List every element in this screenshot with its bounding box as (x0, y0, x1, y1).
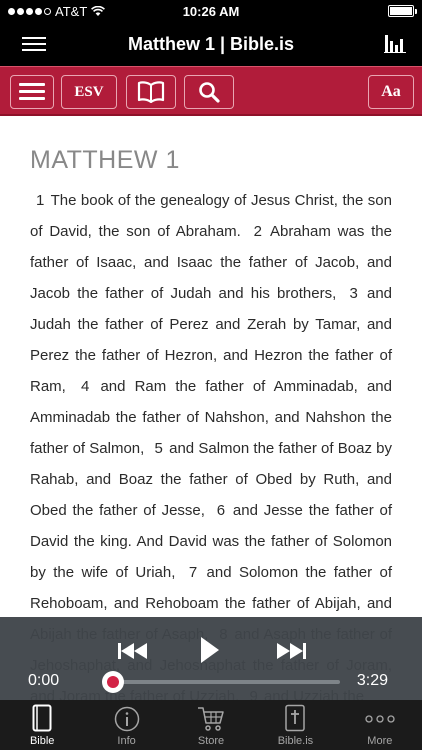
verse-number: 1 (36, 192, 45, 209)
page-title: Matthew 1 | Bible.is (127, 33, 295, 54)
verse-number: 6 (216, 502, 226, 519)
tab-label: Bible (29, 735, 55, 747)
tab-info[interactable] (84, 700, 168, 750)
scripture-view[interactable] (0, 116, 422, 700)
play-icon[interactable] (201, 637, 219, 663)
chapter-menu-button[interactable] (10, 75, 54, 109)
chapter-title: MATTHEW 1 (30, 146, 180, 174)
progress-track[interactable] (112, 680, 340, 684)
audio-levels-icon[interactable] (384, 33, 406, 53)
status-time: 10:26 AM (182, 3, 240, 19)
tab-label: More (367, 735, 393, 747)
verse: and Solomon the father of Rehoboam, and Rehoboam the father of Abijah, and (30, 564, 393, 612)
battery-icon (388, 5, 414, 17)
verse-number: 3 (349, 285, 358, 302)
verse: The book of the genealogy of Jesus Christ, the son of David, the son of Abraham. (30, 192, 392, 240)
verse-number: 5 (154, 440, 163, 457)
verse: and Judah the father of Perez and Zerah by Tamar, and Perez the father of Hezron, and Hezron the father of Ram, (30, 285, 393, 395)
more-icon (365, 706, 395, 732)
info-icon (114, 706, 140, 732)
tab-more[interactable] (338, 700, 422, 750)
wifi-icon (91, 6, 105, 17)
verse-number: 7 (188, 564, 198, 581)
audio-player (0, 617, 422, 700)
book-cross-icon (284, 704, 306, 732)
cart-icon (197, 706, 225, 732)
menu-icon[interactable] (22, 37, 46, 51)
reader-toolbar (0, 66, 422, 116)
list-icon (19, 83, 45, 101)
skip-forward-icon[interactable] (276, 643, 306, 659)
tab-label: Store (197, 735, 225, 747)
signal-strength-icon (8, 8, 51, 15)
nav-bar (0, 22, 422, 66)
verse: Abraham was the father of Isaac, and Isaac the father of Jacob, and Jacob the father of Judah and his brothers, (30, 223, 392, 302)
tab-bible[interactable] (0, 700, 84, 750)
bible-icon (32, 704, 52, 732)
verse: and Ram the father of Amminadab, and Amminadab the father of Nahshon, and Nahshon the father of Salmon, (30, 378, 392, 457)
tab-store[interactable] (169, 700, 253, 750)
verse: and Salmon the father of Boaz by Rahab, and Boaz the father of Obed by Ruth, and Obed the father of Jesse, (30, 440, 393, 519)
search-icon (198, 81, 220, 103)
book-button[interactable] (126, 75, 176, 109)
elapsed-time: 0:00 (28, 672, 60, 689)
progress-handle[interactable] (102, 671, 124, 693)
duration-time: 3:29 (356, 672, 388, 689)
verse-number: 4 (80, 378, 90, 395)
tab-bar (0, 700, 422, 750)
tab-label: Info (117, 735, 136, 747)
status-bar (0, 0, 422, 22)
tab-bibleis[interactable] (253, 700, 337, 750)
font-size-button[interactable]: Aa (368, 75, 414, 109)
verse-number: 2 (253, 223, 262, 240)
version-button[interactable]: ESV (61, 75, 117, 109)
open-book-icon (137, 81, 165, 103)
tab-label: Bible.is (277, 735, 314, 747)
verse: and Jesse the father of David the king. And David was the father of Solomon by the wife of Uriah, (30, 502, 392, 581)
carrier-label: AT&T (55, 3, 88, 19)
skip-back-icon[interactable] (118, 643, 148, 659)
search-button[interactable] (184, 75, 234, 109)
